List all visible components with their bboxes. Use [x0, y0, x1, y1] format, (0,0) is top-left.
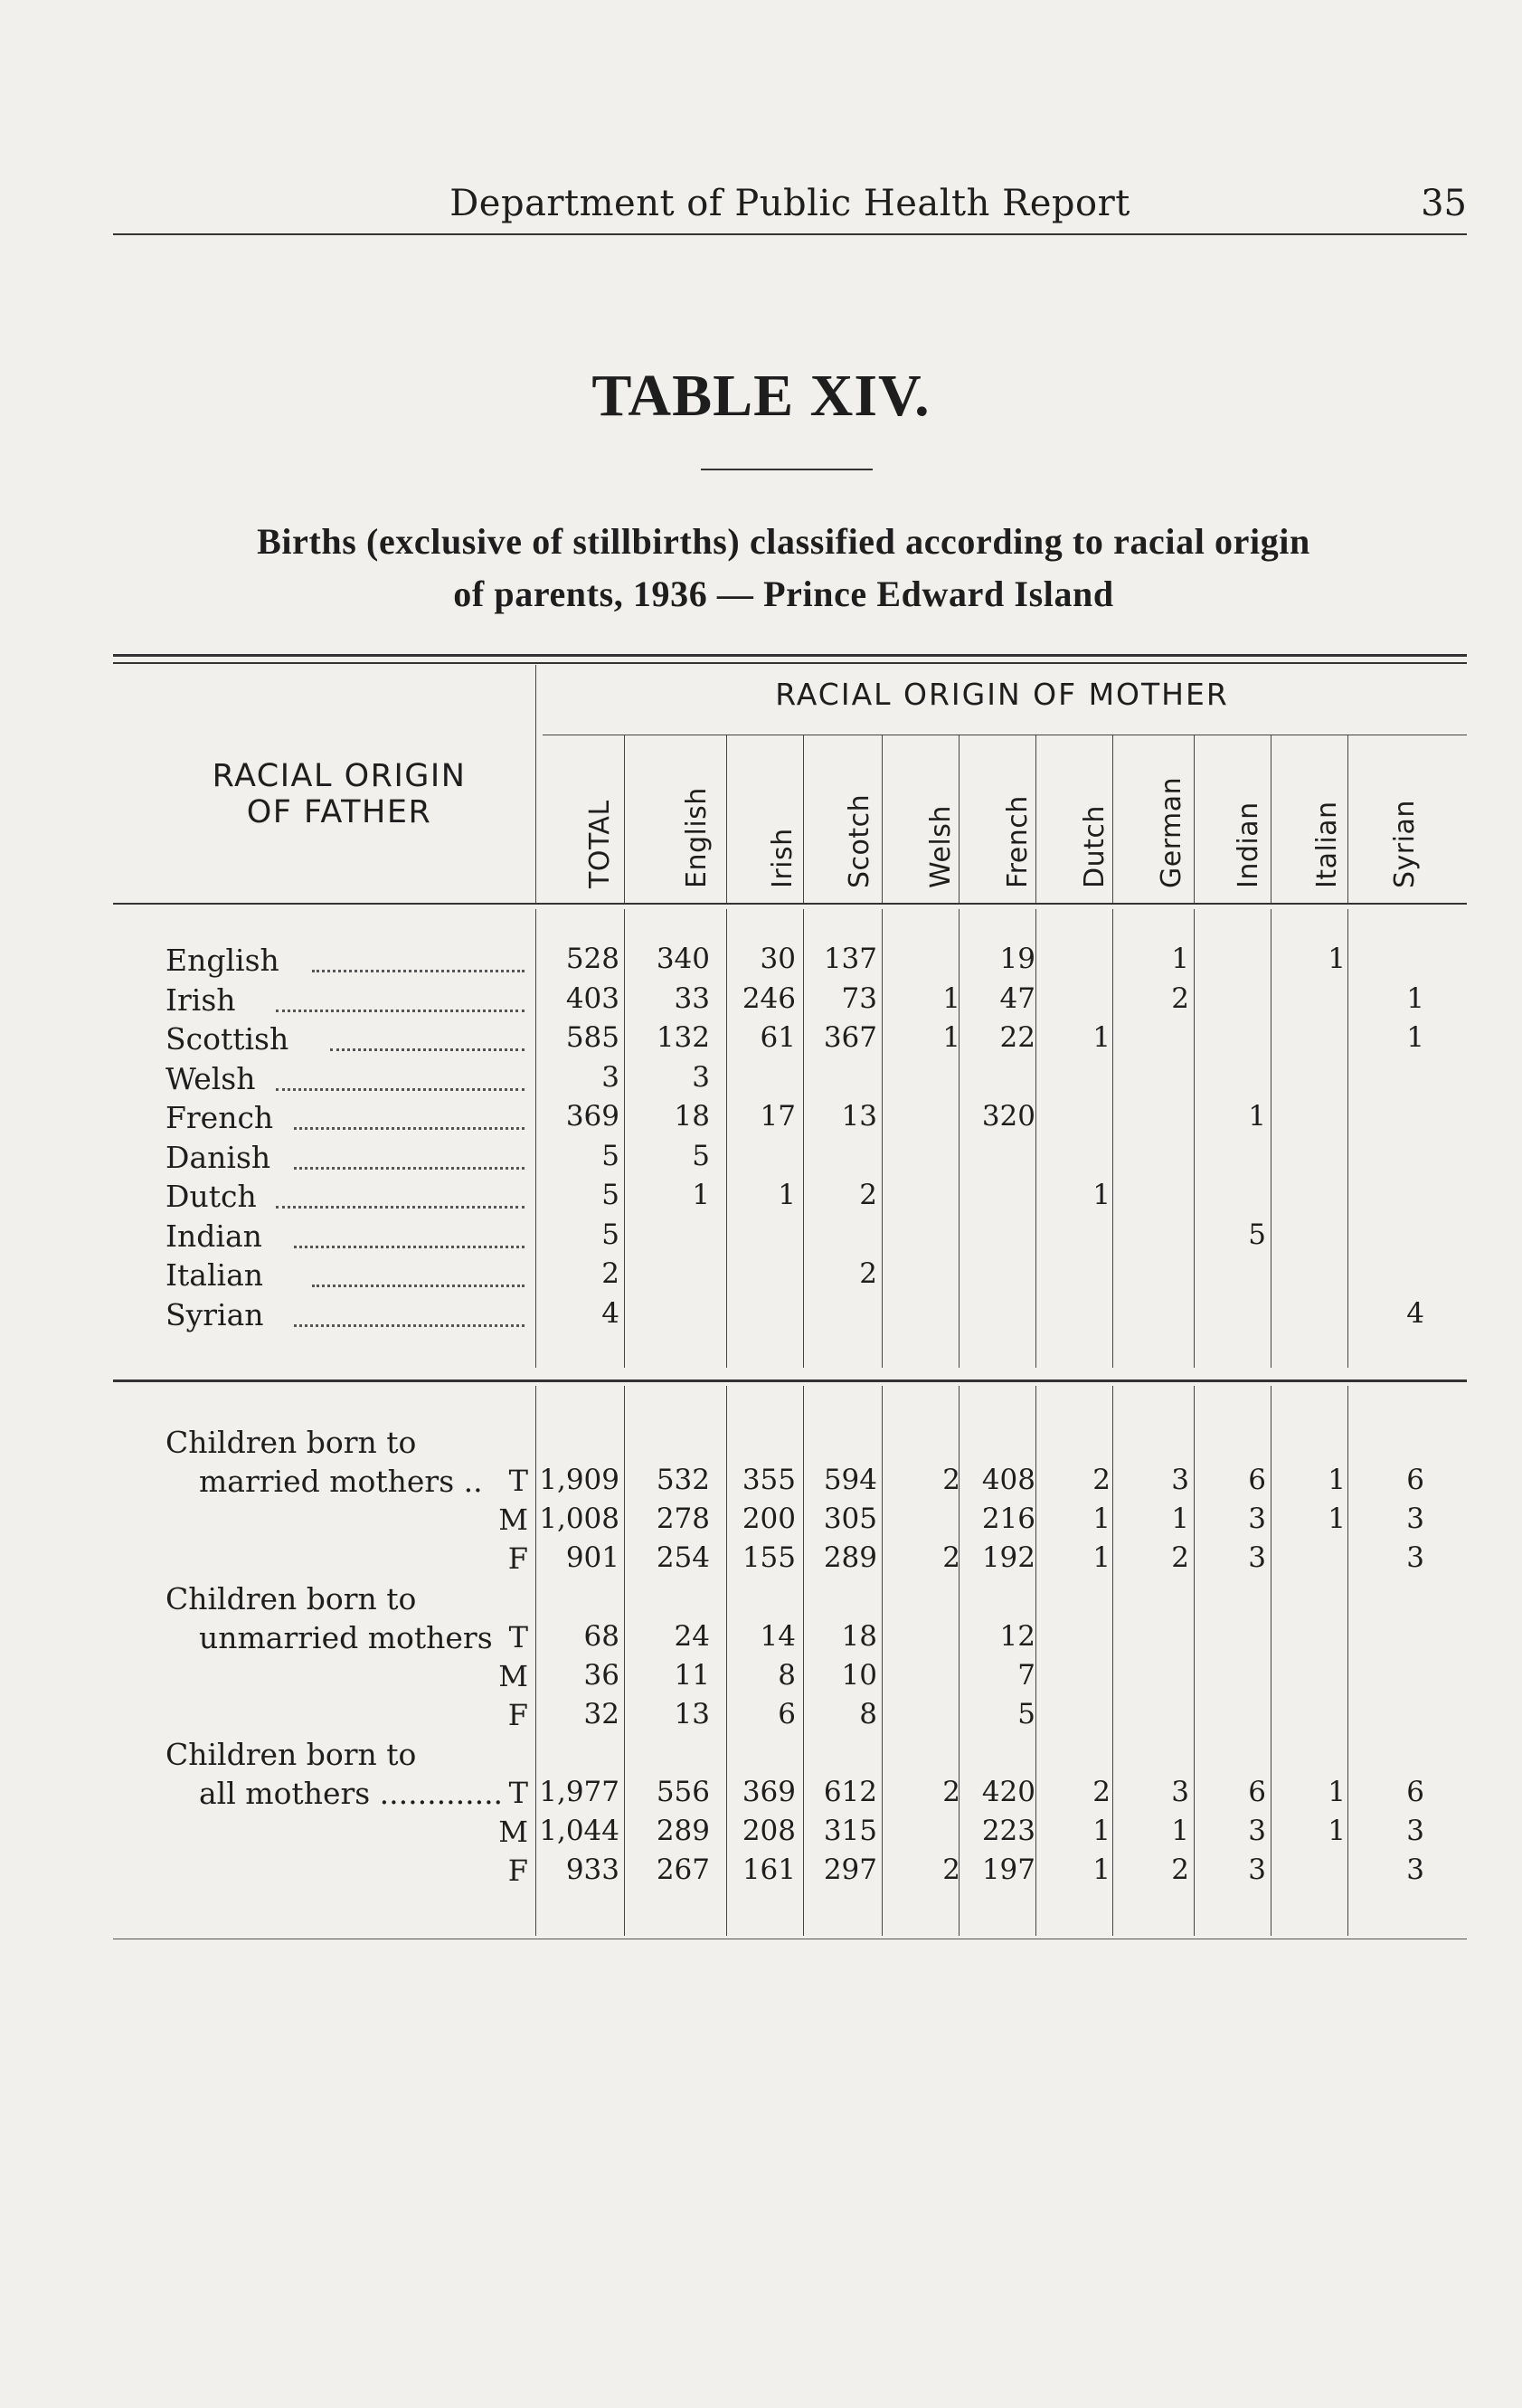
table-cell: 2 [1092, 1464, 1111, 1496]
table-cell: 2 [1171, 982, 1189, 1015]
table-top-rule-inner [113, 662, 1467, 664]
father-heading-line-2: OF FATHER [246, 794, 432, 830]
table-cell: 1 [1092, 1021, 1111, 1054]
table-cell: 1 [1092, 1541, 1111, 1574]
table-cell: 30 [760, 943, 796, 975]
table-cell: 320 [981, 1100, 1035, 1133]
row-label: Welsh [165, 1061, 256, 1096]
table-cell: 1 [1248, 1100, 1266, 1133]
table-cell: 1 [1171, 1815, 1189, 1847]
row-label: Scottish [165, 1021, 289, 1057]
table-cell: 3 [1171, 1776, 1189, 1808]
table-cell: 47 [999, 982, 1035, 1015]
table-cell: 408 [981, 1464, 1035, 1496]
table-cell: 556 [656, 1776, 710, 1808]
running-header [113, 179, 1467, 235]
table-cell: 12 [999, 1620, 1035, 1653]
table-cell: 528 [565, 943, 619, 975]
table-cell: 3 [1406, 1541, 1424, 1574]
title-rule [701, 469, 873, 470]
table-cell: 33 [674, 982, 710, 1015]
sex-marker: T [508, 1776, 528, 1810]
table-cell: 216 [981, 1503, 1035, 1535]
group-label-line-2: all mothers ............. [199, 1776, 504, 1811]
table-cell: 2 [1092, 1776, 1111, 1808]
table-cell: 6 [1248, 1776, 1266, 1808]
group-label-line-1: Children born to [165, 1425, 417, 1460]
column-header: French [1001, 795, 1034, 888]
caption-line-2: of parents, 1936 — Prince Edward Island [453, 574, 1114, 614]
table-cell: 68 [583, 1620, 619, 1653]
table-cell: 6 [1406, 1464, 1424, 1496]
table-cell: 7 [1017, 1659, 1035, 1692]
column-rule [1035, 909, 1036, 1368]
dot-leader [312, 1285, 525, 1287]
table-cell: 6 [1406, 1776, 1424, 1808]
table-cell: 315 [823, 1815, 877, 1847]
table-cell: 8 [859, 1698, 877, 1730]
table-cell: 5 [1017, 1698, 1035, 1730]
row-label: Dutch [165, 1179, 257, 1214]
table-cell: 1 [692, 1179, 710, 1211]
table-cell: 3 [692, 1061, 710, 1094]
table-cell: 137 [823, 943, 877, 975]
table-cell: 1 [942, 1021, 960, 1054]
table-cell: 289 [823, 1541, 877, 1574]
table-cell: 3 [1406, 1503, 1424, 1535]
table-cell: 24 [674, 1620, 710, 1653]
table-cell: 1 [1171, 943, 1189, 975]
column-header: Scotch [843, 793, 875, 888]
table-cell: 420 [981, 1776, 1035, 1808]
table-cell: 1 [1328, 943, 1346, 975]
table-cell: 73 [841, 982, 877, 1015]
page-number: 35 [1421, 183, 1467, 224]
caption-line-1: Births (exclusive of stillbirths) classified according to racial origin [257, 521, 1310, 562]
sex-marker: M [498, 1815, 528, 1849]
table-cell: 403 [565, 982, 619, 1015]
sex-marker: F [507, 1853, 528, 1888]
dot-leader [276, 1088, 525, 1091]
table-cell: 197 [981, 1853, 1035, 1886]
row-label: Indian [165, 1218, 262, 1254]
column-rule [624, 909, 625, 1368]
dot-leader [276, 1206, 525, 1209]
table-cell: 278 [656, 1503, 710, 1535]
table-cell: 2 [859, 1179, 877, 1211]
table-title: TABLE XIV. [591, 363, 931, 429]
sex-marker: T [508, 1620, 528, 1654]
mother-origin-heading: RACIAL ORIGIN OF MOTHER [775, 677, 1229, 712]
table-cell: 246 [742, 982, 796, 1015]
table-cell: 14 [760, 1620, 796, 1653]
column-header: Syrian [1388, 800, 1421, 888]
table-cell: 161 [742, 1853, 796, 1886]
row-label: Danish [165, 1140, 271, 1175]
dot-leader [294, 1246, 525, 1248]
table-cell: 1 [942, 982, 960, 1015]
column-rule [726, 909, 727, 1368]
table-cell: 1 [1092, 1179, 1111, 1211]
row-label: Syrian [165, 1297, 264, 1332]
table-cell: 1,044 [539, 1815, 619, 1847]
table-cell: 17 [760, 1100, 796, 1133]
table-cell: 5 [692, 1140, 710, 1172]
table-cell: 2 [942, 1541, 960, 1574]
table-cell: 22 [999, 1021, 1035, 1054]
table-cell: 132 [656, 1021, 710, 1054]
column-header: Italian [1310, 801, 1343, 888]
table-cell: 5 [601, 1179, 619, 1211]
dot-leader [294, 1324, 525, 1327]
table-cell: 3 [1248, 1503, 1266, 1535]
table-cell: 901 [565, 1541, 619, 1574]
column-header: Indian [1232, 801, 1264, 888]
table-cell: 11 [674, 1659, 710, 1692]
row-label: French [165, 1100, 274, 1135]
table-cell: 297 [823, 1853, 877, 1886]
table-cell: 8 [778, 1659, 796, 1692]
table-cell: 2 [942, 1464, 960, 1496]
table-cell: 200 [742, 1503, 796, 1535]
table-cell: 1 [1406, 1021, 1424, 1054]
table-cell: 1,008 [539, 1503, 619, 1535]
table-cell: 1 [1406, 982, 1424, 1015]
column-rule [535, 665, 536, 903]
table-cell: 4 [601, 1297, 619, 1330]
table-cell: 305 [823, 1503, 877, 1535]
sex-marker: M [498, 1503, 528, 1537]
header-bottom-rule [113, 903, 1467, 905]
father-origin-heading [158, 758, 520, 830]
sex-marker: F [507, 1541, 528, 1576]
table-cell: 2 [942, 1853, 960, 1886]
father-heading-line-1: RACIAL ORIGIN [212, 758, 467, 794]
table-cell: 3 [601, 1061, 619, 1094]
table-cell: 1 [1328, 1776, 1346, 1808]
table-cell: 1 [778, 1179, 796, 1211]
table-cell: 1 [1328, 1464, 1346, 1496]
table-cell: 36 [583, 1659, 619, 1692]
column-header: English [680, 787, 713, 888]
section-divider-rule [113, 1379, 1467, 1382]
table-cell: 3 [1248, 1815, 1266, 1847]
column-rule [882, 909, 883, 1368]
group-label-line-2: unmarried mothers [199, 1620, 493, 1655]
table-cell: 2 [1171, 1853, 1189, 1886]
table-cell: 4 [1406, 1297, 1424, 1330]
column-rule [1194, 909, 1195, 1368]
table-cell: 61 [760, 1021, 796, 1054]
table-cell: 223 [981, 1815, 1035, 1847]
group-label-line-1: Children born to [165, 1737, 417, 1772]
table-cell: 18 [674, 1100, 710, 1133]
table-cell: 1 [1092, 1853, 1111, 1886]
dot-leader [312, 970, 525, 972]
table-cell: 594 [823, 1464, 877, 1496]
group-label-line-1: Children born to [165, 1581, 417, 1616]
table-cell: 155 [742, 1541, 796, 1574]
table-cell: 612 [823, 1776, 877, 1808]
dot-leader [276, 1010, 525, 1012]
column-header: German [1155, 776, 1187, 888]
table-cell: 1 [1328, 1815, 1346, 1847]
column-header: TOTAL [583, 800, 616, 888]
table-cell: 3 [1171, 1464, 1189, 1496]
table-cell: 585 [565, 1021, 619, 1054]
table-cell: 3 [1248, 1541, 1266, 1574]
table-cell: 2 [601, 1257, 619, 1290]
group-label-line-2: married mothers .. [199, 1464, 483, 1499]
column-rule [803, 909, 804, 1368]
table-cell: 1 [1092, 1503, 1111, 1535]
table-cell: 5 [601, 1218, 619, 1251]
table-cell: 19 [999, 943, 1035, 975]
table-cell: 18 [841, 1620, 877, 1653]
row-label: Irish [165, 982, 236, 1018]
table-cell: 1 [1092, 1815, 1111, 1847]
table-cell: 369 [742, 1776, 796, 1808]
table-cell: 367 [823, 1021, 877, 1054]
column-header: Irish [766, 828, 799, 888]
column-rule [1112, 909, 1113, 1368]
table-cell: 5 [1248, 1218, 1266, 1251]
table-cell: 532 [656, 1464, 710, 1496]
table-cell: 6 [1248, 1464, 1266, 1496]
table-cell: 192 [981, 1541, 1035, 1574]
table-cell: 3 [1406, 1853, 1424, 1886]
table-cell: 13 [674, 1698, 710, 1730]
dot-leader [294, 1167, 525, 1170]
table-cell: 355 [742, 1464, 796, 1496]
dot-leader [330, 1048, 525, 1051]
table-cell: 1 [1328, 1503, 1346, 1535]
table-cell: 3 [1406, 1815, 1424, 1847]
table-top-rule [113, 654, 1467, 657]
table-cell: 340 [656, 943, 710, 975]
table-cell: 933 [565, 1853, 619, 1886]
dot-leader [294, 1127, 525, 1130]
column-header: Welsh [924, 805, 957, 888]
sex-marker: T [508, 1464, 528, 1498]
table-cell: 2 [1171, 1541, 1189, 1574]
table-cell: 32 [583, 1698, 619, 1730]
column-header: Dutch [1078, 805, 1111, 888]
sex-marker: F [507, 1698, 528, 1732]
table-cell: 5 [601, 1140, 619, 1172]
column-rule [959, 909, 960, 1368]
table-cell: 1,909 [539, 1464, 619, 1496]
table-cell: 13 [841, 1100, 877, 1133]
table-cell: 289 [656, 1815, 710, 1847]
table-cell: 1 [1171, 1503, 1189, 1535]
table-cell: 6 [778, 1698, 796, 1730]
table-cell: 267 [656, 1853, 710, 1886]
table-cell: 369 [565, 1100, 619, 1133]
table-cell: 1,977 [539, 1776, 619, 1808]
table-cell: 2 [859, 1257, 877, 1290]
table-cell: 254 [656, 1541, 710, 1574]
sex-marker: M [498, 1659, 528, 1693]
row-label: English [165, 943, 279, 978]
table-cell: 208 [742, 1815, 796, 1847]
running-title: Department of Public Health Report [449, 183, 1130, 224]
table-caption [136, 516, 1432, 621]
row-label: Italian [165, 1257, 264, 1293]
table-cell: 10 [841, 1659, 877, 1692]
table-cell: 2 [942, 1776, 960, 1808]
table-cell: 3 [1248, 1853, 1266, 1886]
